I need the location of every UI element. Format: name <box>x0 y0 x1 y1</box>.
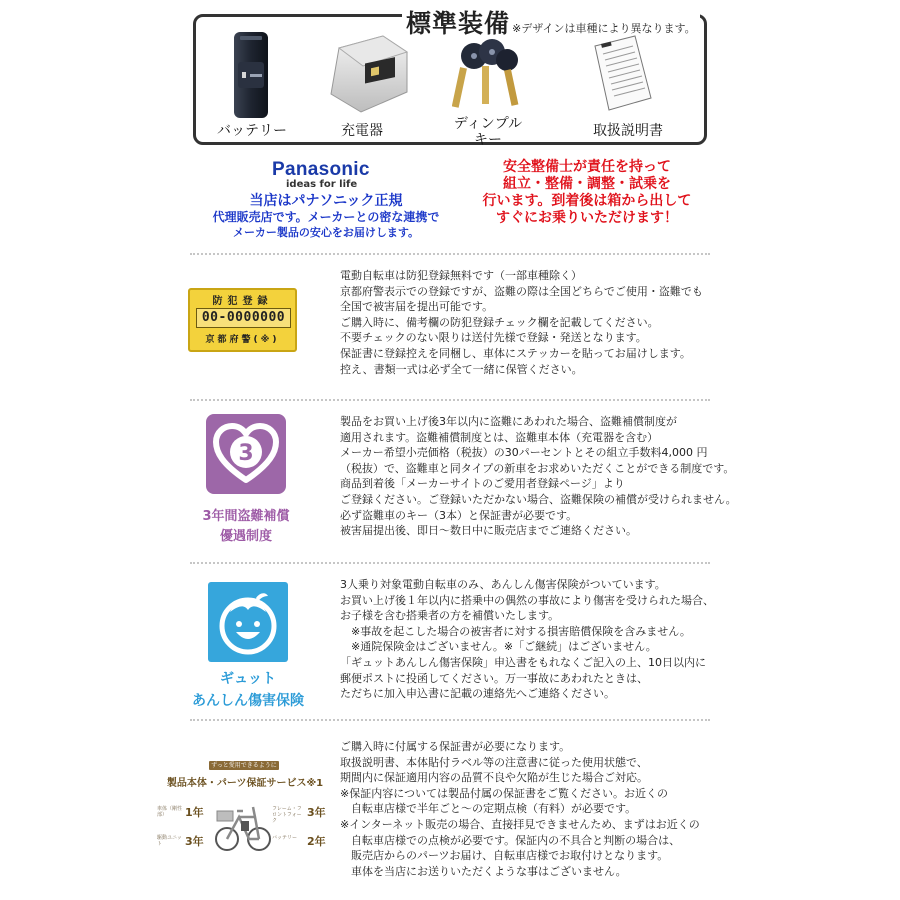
text-line: 期間内に保証適用内容の品質不良や欠陥が生じた場合ご対応。 <box>340 771 648 785</box>
dealer-line-1: 当店はパナソニック正規 <box>249 193 403 209</box>
warranty-caption: フレーム・フロントフォーク <box>272 806 302 824</box>
text-line: お子様を含む搭乗者の方を補償いたします。 <box>340 609 560 623</box>
text-line: 自転車店様での点検が必要です。保証内の不具合と判断の場合は、 <box>340 833 681 847</box>
gyutto-insurance-title <box>178 668 318 712</box>
safety-statement <box>467 159 707 227</box>
text-line: 郵便ポストに投函してください。万一事故にあわれたときは、 <box>340 671 648 685</box>
charger-icon <box>325 30 411 116</box>
safety-line: 安全整備士が責任を持って <box>503 159 671 175</box>
safety-line: すぐにお乗りいただけます！ <box>496 210 678 226</box>
safety-line: 行います。到着後は箱から出して <box>482 193 692 209</box>
warranty-years: 3年 <box>307 806 326 819</box>
registration-number: 00-0000000 <box>201 310 286 325</box>
warranty-text <box>340 739 780 879</box>
warranty-caption: バッテリー <box>272 835 298 841</box>
text-line: 保証書に登録控えを同梱し、車体にステッカーを貼ってお届けします。 <box>340 346 691 360</box>
equipment-label-charger: 充電器 <box>341 123 383 139</box>
section-divider <box>190 399 710 401</box>
warranty-caption: 車体（剛性部） <box>157 806 183 818</box>
text-line: 商品到着後「メーカーサイトのご愛用者登録ページ」より <box>340 477 625 491</box>
equipment-label-manual: 取扱説明書 <box>593 123 663 139</box>
gyutto-insurance-icon <box>208 582 288 662</box>
text-line: 自転車店様で半年ごと～の定期点検（有料）が必要です。 <box>340 802 637 816</box>
registration-plate <box>188 288 297 352</box>
theft-text <box>340 414 780 539</box>
dealer-line-2: 代理販売店です。メーカーとの密な連携で <box>212 210 440 224</box>
warranty-years: 1年 <box>185 806 204 819</box>
battery-icon <box>228 28 274 120</box>
gyutto-title-line-1: ギュット <box>220 671 276 687</box>
registration-plate-bottom: 京都府警(※) <box>205 335 280 345</box>
text-line: ※事故を起こした場合の被害者に対する損害賠償保険を含みません。 <box>340 624 691 638</box>
warranty-years: 3年 <box>185 835 204 848</box>
dealer-statement <box>196 193 456 241</box>
panasonic-logo: Panasonic <box>272 159 370 180</box>
registration-number-box <box>196 308 291 328</box>
text-line: ※保証内容については製品付属の保証書をご覧ください。お近くの <box>340 786 668 800</box>
manual-icon <box>587 32 657 114</box>
text-line: メーカー希望小売価格（税抜）の30パーセントとその組立手数料4,000 円 <box>340 446 708 460</box>
child-face-icon <box>208 582 288 662</box>
warranty-years: 2年 <box>307 835 326 848</box>
text-line: （税抜）で、盗難車と同タイプの新車をお求めいただくことができる制度です。 <box>340 461 735 475</box>
safety-line: 組立・整備・調整・試乗を <box>503 176 671 192</box>
theft-compensation-icon <box>206 414 286 494</box>
registration-plate-top: 防犯登録 <box>212 296 273 307</box>
gyutto-text <box>340 577 780 702</box>
text-line: 全国で被害届を提出可能です。 <box>340 300 494 314</box>
text-line: 京都府警表示での登録ですが、盗難の際は全国どちらでご使用・盗難でも <box>340 284 703 298</box>
warranty-caption: 駆動ユニット <box>157 835 182 847</box>
standard-equipment-title: 標準装備 <box>406 9 511 38</box>
section-divider <box>190 253 710 255</box>
text-line: 取扱説明書、本体貼付ラベル等の注意書に従った使用状態で、 <box>340 755 648 769</box>
text-line: 3人乗り対象電動自転車のみ、あんしん傷害保険がついています。 <box>340 578 666 591</box>
equipment-label-key <box>443 116 533 148</box>
text-line: ご購入時に付属する保証書が必要になります。 <box>340 740 571 753</box>
standard-equipment-note: ※デザインは車種により異なります。 <box>512 22 696 35</box>
text-line: ただちに加入申込書に記載の連絡先へご連絡ください。 <box>340 687 615 701</box>
text-line: 不要チェックのない限りは送付先様で登録・発送となります。 <box>340 331 647 345</box>
warranty-badge-title: 製品本体・パーツ保証サービス※1 <box>166 778 324 789</box>
registration-text <box>340 268 780 377</box>
dealer-line-3: メーカー製品の安心をお届けします。 <box>233 226 419 239</box>
equipment-label-battery: バッテリー <box>217 123 287 139</box>
text-line: 必ず盗難車のキー（3本）と保証書が必要です。 <box>340 508 578 522</box>
warranty-service-badge <box>157 761 327 861</box>
text-line: 「ギュットあんしん傷害保険」申込書をもれなくご記入の上、10日以内に <box>340 655 706 669</box>
text-line: ご登録ください。ご登録いただかない場合、盗難保険の補償が受けられません。 <box>340 492 737 506</box>
text-line: ※インターネット販売の場合、直接拝見できませんため、まずはお近くの <box>340 817 700 831</box>
text-line: ※通院保険金はございません。※「ご継続」はございません。 <box>340 640 657 654</box>
text-line: 電動自転車は防犯登録無料です（一部車種除く） <box>340 269 582 282</box>
text-line: 控え、書類一式は必ず全て一緒に保管ください。 <box>340 362 583 376</box>
text-line: ご購入時に、備考欄の防犯登録チェック欄を記載してください。 <box>340 315 659 329</box>
text-line: 適用されます。盗難補償制度とは、盗難車本体（充電器を含む） <box>340 430 659 444</box>
section-divider <box>190 562 710 564</box>
key-icon <box>452 36 522 114</box>
theft-compensation-title <box>180 507 312 547</box>
section-divider <box>190 719 710 721</box>
theft-title-line-2: 優遇制度 <box>219 529 272 544</box>
heart-icon <box>206 414 286 494</box>
equipment-label-key-text: ディンプル キー <box>453 116 523 148</box>
text-line: 製品をお買い上げ後3年以内に盗難にあわれた場合、盗難補償制度が <box>340 415 677 428</box>
text-line: 販売店からのパーツお届け、自転車店様でお取付けとなります。 <box>340 849 669 863</box>
gyutto-title-line-2: あんしん傷害保険 <box>192 693 304 709</box>
theft-icon-number: 3 <box>238 441 254 466</box>
text-line: 被害届提出後、即日～数日中に販売店までご連絡ください。 <box>340 524 637 538</box>
panasonic-tagline: ideas for life <box>286 179 358 190</box>
bicycle-icon <box>215 795 271 855</box>
warranty-badge-top: ずっと愛用できるように <box>209 761 279 770</box>
text-line: 車体を当店にお送りいただくような事はございません。 <box>340 864 627 878</box>
text-line: お買い上げ後１年以内に搭乗中の偶然の事故により傷害を受けられた場合、 <box>340 593 714 607</box>
theft-title-line-1: 3年間盗難補償 <box>202 509 290 524</box>
